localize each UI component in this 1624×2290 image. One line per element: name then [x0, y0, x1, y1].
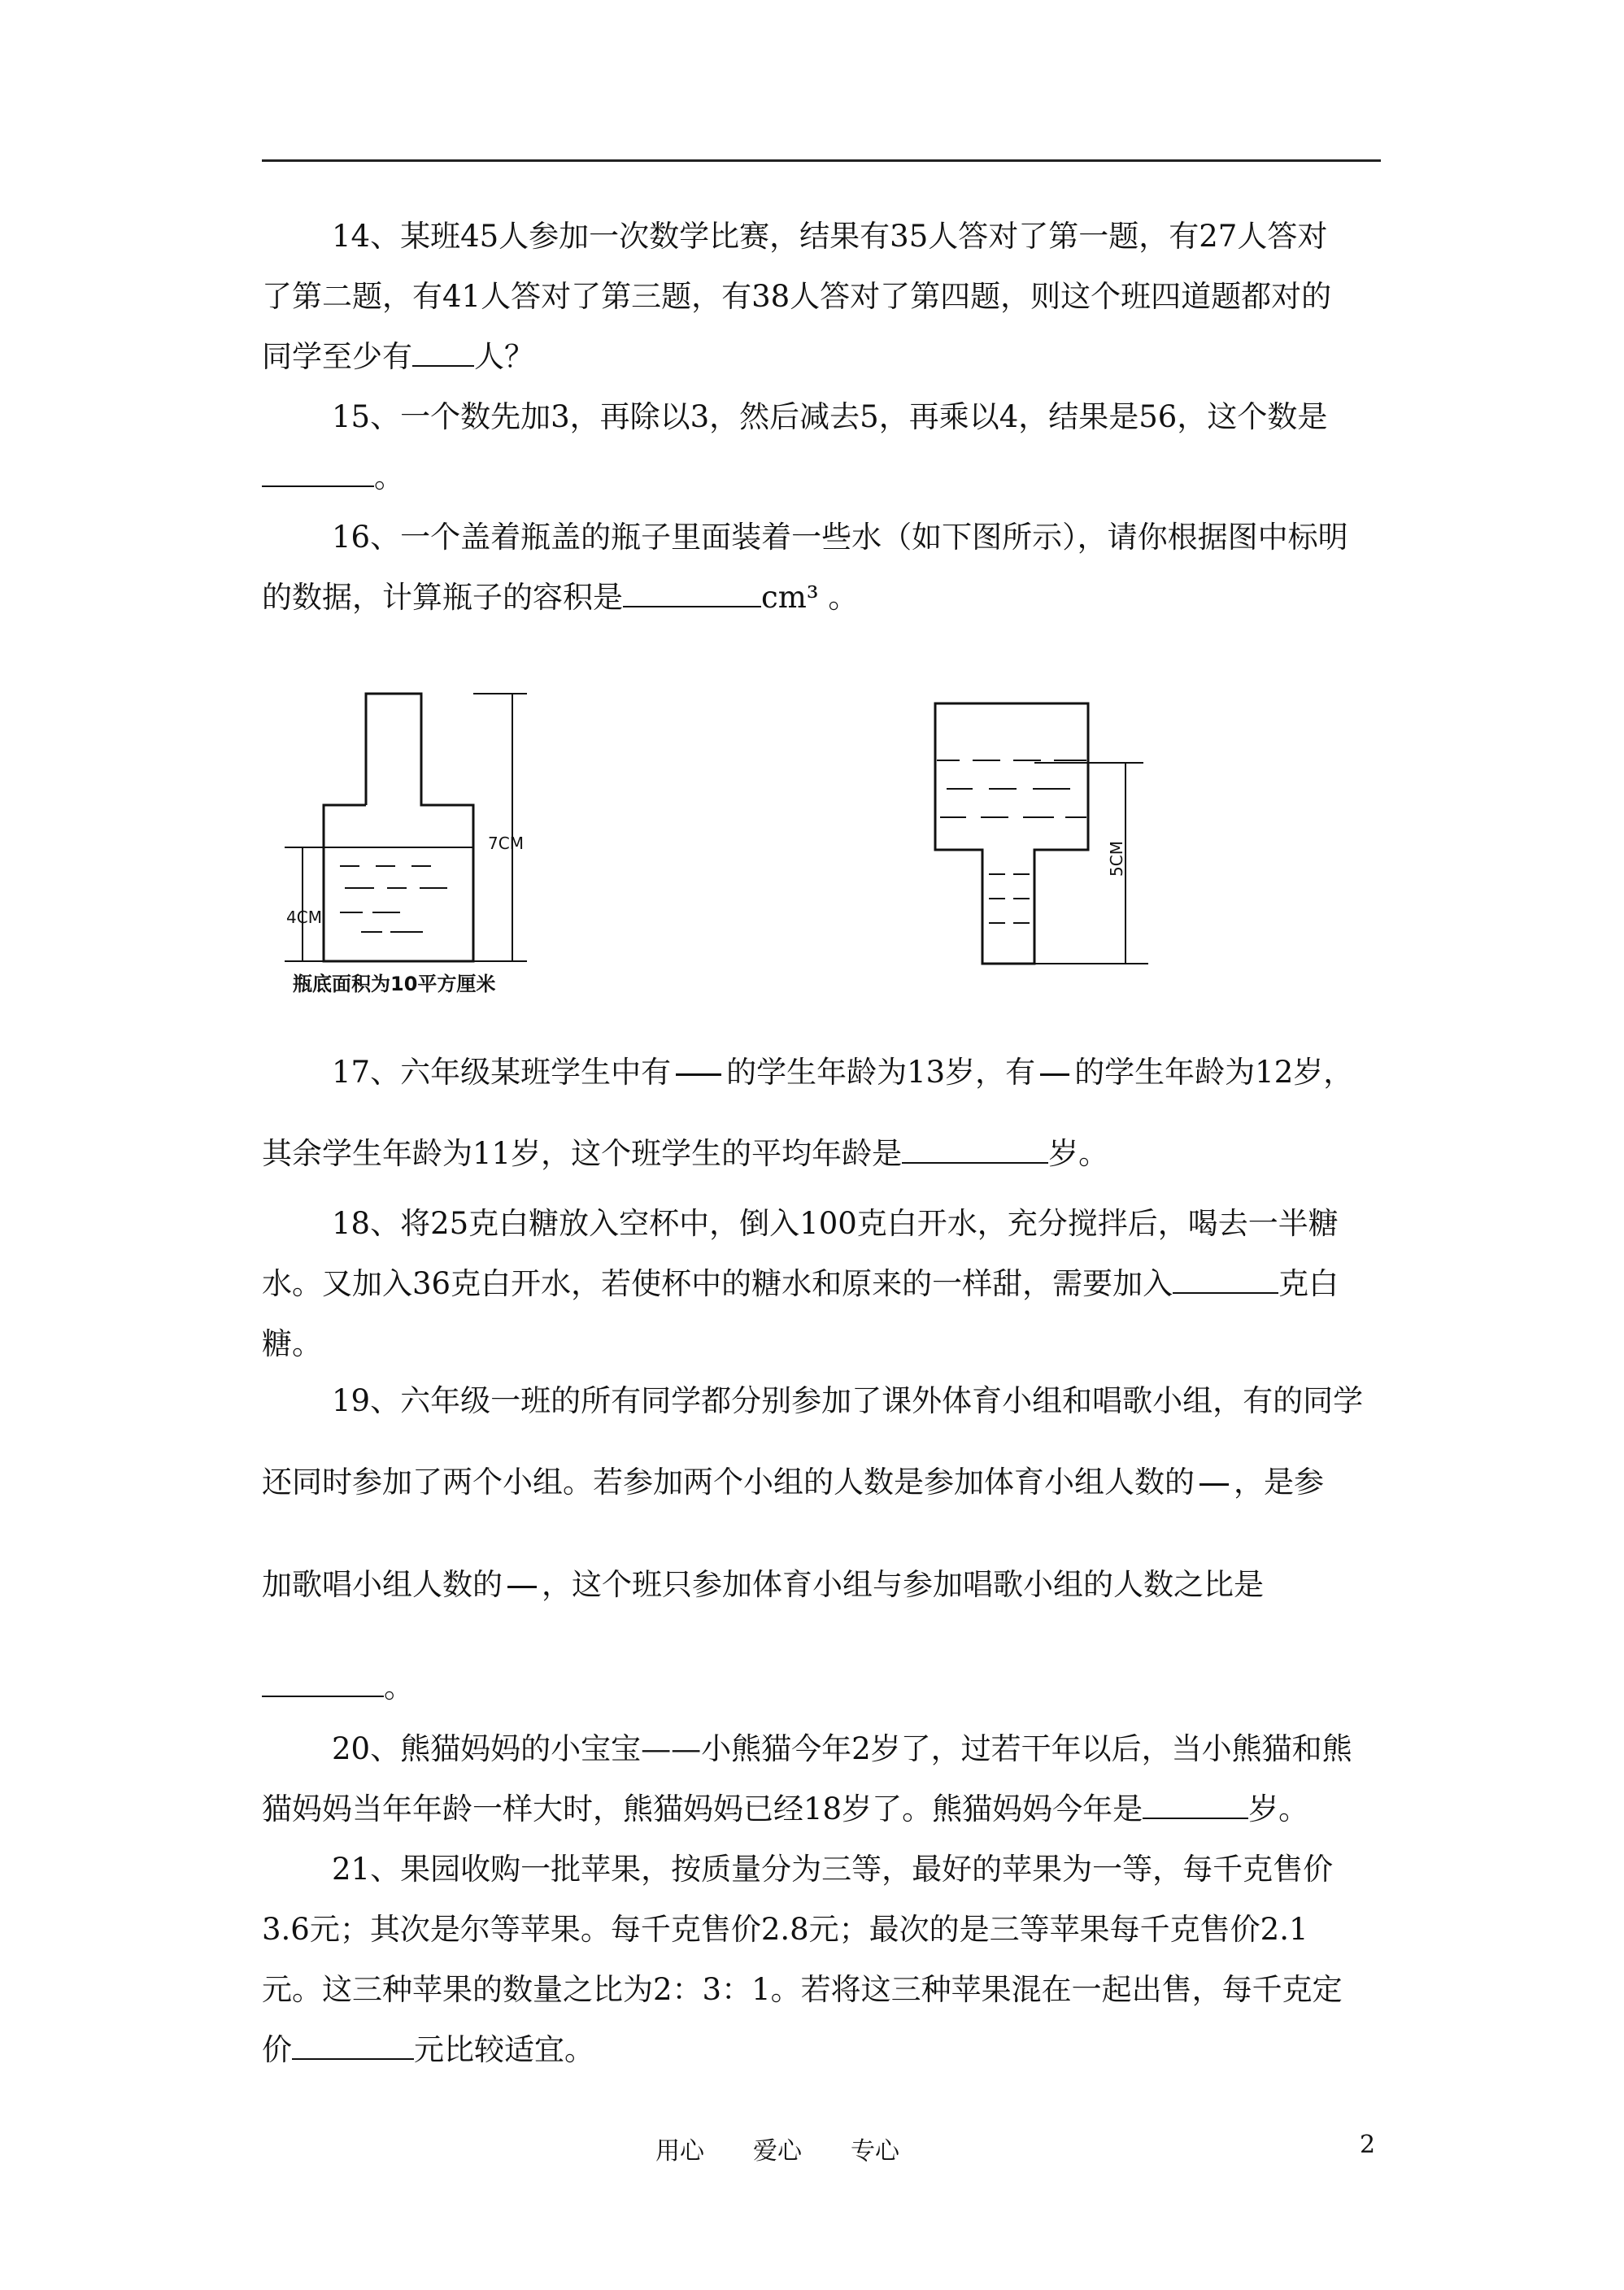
left-height-label: 7CM — [488, 834, 524, 853]
q20-line1: 20、熊猫妈妈的小宝宝——小熊猫今年2岁了，过若干年以后，当小熊猫和熊 — [332, 1731, 1352, 1766]
q15-text-end: 。 — [374, 459, 404, 494]
q18-line1: 18、将25克白糖放入空杯中，倒入100克白开水，充分搅拌后，喝去一半糖 — [332, 1206, 1339, 1241]
q19-text3: 加歌唱小组人数的 — [262, 1567, 503, 1602]
answer-blank — [292, 2031, 414, 2060]
q19-line2 — [262, 1452, 1382, 1513]
q21-text-end: 元比较适宜。 — [414, 2032, 594, 2067]
q18-text-end: 克白 — [1278, 1266, 1339, 1301]
bottle-figure — [0, 675, 1624, 1017]
left-water-label: 4CM — [286, 908, 322, 927]
q14-line3 — [262, 327, 1382, 387]
page-number: 2 — [1360, 2131, 1376, 2159]
q20-line2 — [262, 1779, 1382, 1839]
water-lines — [937, 760, 1086, 923]
q14-line2: 了第二题，有41人答对了第三题，有38人答对了第四题，则这个班四道题都对的 — [262, 279, 1332, 314]
q20-text-end: 岁。 — [1248, 1792, 1309, 1826]
question-15 — [262, 387, 1382, 507]
header-rule — [262, 159, 1381, 162]
q21-line3: 元。这三种苹果的数量之比为2：3：1。若将这三种苹果混在一起出售，每千克定 — [262, 1972, 1343, 2007]
q17-line2 — [262, 1124, 1382, 1184]
question-19 — [262, 1371, 1382, 1718]
footer-motto: 用心 爱心 专心 — [655, 2137, 899, 2166]
answer-blank — [262, 458, 374, 487]
q20-text: 猫妈妈当年年龄一样大时，熊猫妈妈已经18岁了。熊猫妈妈今年是 — [262, 1792, 1143, 1826]
q18-line3: 糖。 — [262, 1326, 322, 1361]
answer-blank — [412, 337, 474, 367]
q21-line2: 3.6元；其次是尔等苹果。每千克售价2.8元；最次的是三等苹果每千克售价2.1 — [262, 1912, 1308, 1947]
q15-line2 — [262, 447, 1382, 507]
q14-text: 同学至少有 — [262, 339, 412, 374]
q16-text: 的数据，计算瓶子的容积是 — [262, 580, 623, 615]
inverted-bottle — [935, 703, 1148, 964]
q19-text4-end: 。 — [384, 1670, 414, 1704]
q18-text: 水。又加入36克白开水，若使杯中的糖水和原来的一样甜，需要加入 — [262, 1266, 1173, 1301]
q16-line2 — [262, 568, 1382, 628]
question-20 — [262, 1719, 1382, 1839]
q17-text-mid: 的学生年龄为13岁，有 — [726, 1055, 1036, 1090]
fraction-blank — [676, 1073, 721, 1076]
fraction-blank — [1040, 1073, 1069, 1076]
q19-text: 还同时参加了两个小组。若参加两个小组的人数是参加体育小组人数的 — [262, 1465, 1195, 1500]
q17-line1 — [262, 1043, 1382, 1103]
q17-text: 17、六年级某班学生中有 — [332, 1055, 672, 1090]
right-height-label: 5CM — [1107, 841, 1126, 877]
answer-blank — [1173, 1265, 1278, 1294]
q14-text-end: 人？ — [474, 339, 534, 374]
q17-text2-end: 岁。 — [1048, 1136, 1109, 1171]
answer-blank — [623, 578, 761, 607]
q16-unit: cm³ 。 — [761, 580, 859, 615]
left-caption: 瓶底面积为10平方厘米 — [293, 973, 496, 995]
q21-line4 — [262, 2020, 1382, 2080]
fraction-blank — [1199, 1483, 1229, 1486]
q19-line1: 19、六年级一班的所有同学都分别参加了课外体育小组和唱歌小组，有的同学 — [332, 1383, 1364, 1418]
question-18 — [262, 1194, 1382, 1374]
q21-text: 价 — [262, 2032, 292, 2067]
q17-text2: 其余学生年龄为11岁，这个班学生的平均年龄是 — [262, 1136, 903, 1171]
answer-blank — [902, 1134, 1048, 1164]
water-lines — [340, 866, 447, 932]
answer-blank — [262, 1668, 384, 1697]
q19-line3 — [262, 1555, 1382, 1615]
q17-text-end: 的学生年龄为12岁， — [1074, 1055, 1354, 1090]
q19-text-end: ，是参 — [1234, 1465, 1324, 1500]
q21-line1: 21、果园收购一批苹果，按质量分为三等，最好的苹果为一等，每千克售价 — [332, 1852, 1334, 1887]
question-16 — [262, 507, 1382, 628]
q18-line2 — [262, 1254, 1382, 1314]
question-21 — [262, 1839, 1382, 2080]
q19-line4 — [262, 1657, 1382, 1718]
question-17 — [262, 1043, 1382, 1184]
q19-text3-end: ，这个班只参加体育小组与参加唱歌小组的人数之比是 — [542, 1567, 1264, 1602]
q16-line1: 16、一个盖着瓶盖的瓶子里面装着一些水（如下图所示），请你根据图中标明 — [332, 520, 1348, 555]
fraction-blank — [507, 1586, 537, 1588]
question-14 — [262, 207, 1382, 387]
answer-blank — [1143, 1790, 1248, 1819]
q15-line1: 15、一个数先加3，再除以3，然后减去5，再乘以4，结果是56，这个数是 — [332, 399, 1328, 434]
q14-line1: 14、某班45人参加一次数学比赛，结果有35人答对了第一题，有27人答对 — [332, 219, 1328, 254]
